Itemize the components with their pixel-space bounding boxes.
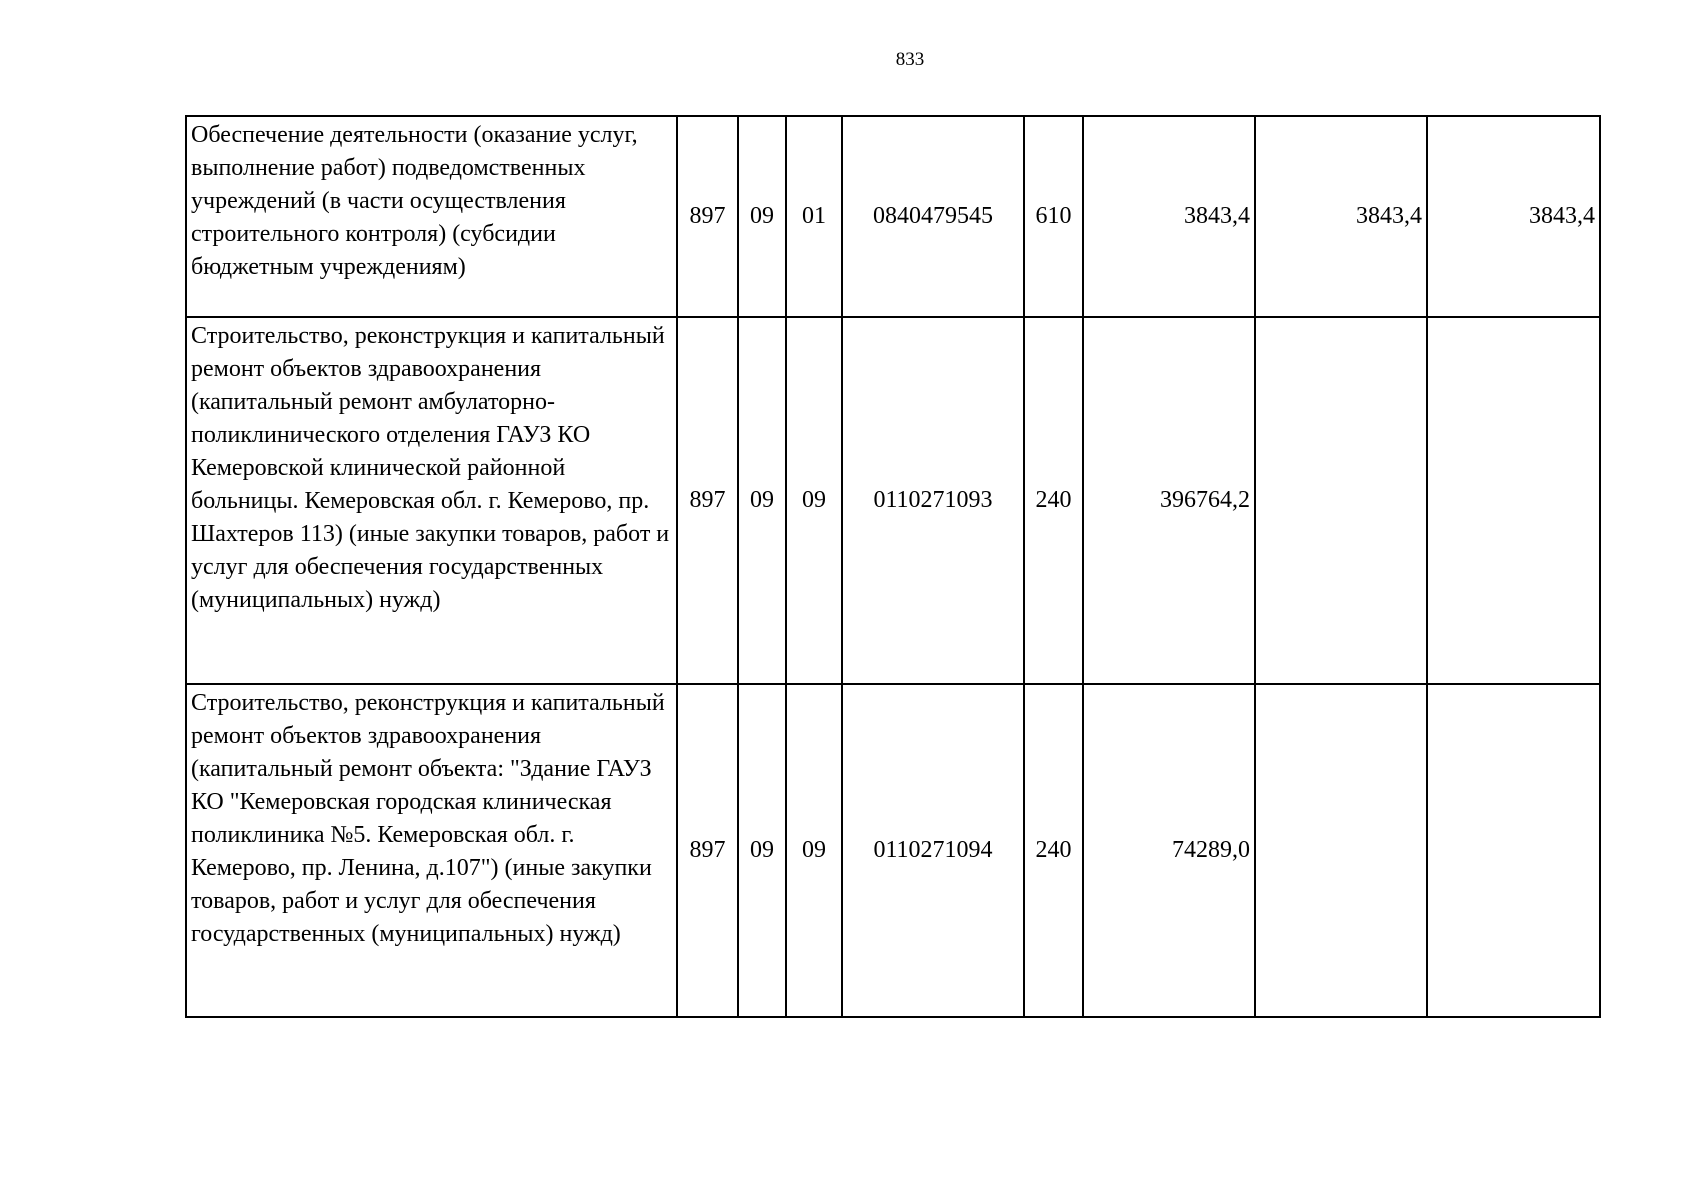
subsection-code: 09: [786, 684, 842, 1017]
amount-cell-1: 74289,0: [1083, 684, 1255, 1017]
section-code: 09: [738, 684, 786, 1017]
amount-cell-3: 3843,4: [1427, 116, 1600, 317]
target-article-code: 0110271093: [842, 317, 1024, 684]
amount-cell-3: [1427, 684, 1600, 1017]
ministry-code: 897: [677, 317, 738, 684]
amount-cell-2: 3843,4: [1255, 116, 1427, 317]
expense-type-code: 240: [1024, 317, 1083, 684]
amount-cell-2: [1255, 684, 1427, 1017]
amount-cell-1: 396764,2: [1083, 317, 1255, 684]
amount-cell-1: 3843,4: [1083, 116, 1255, 317]
section-code: 09: [738, 317, 786, 684]
table-row: [186, 684, 1600, 1017]
budget-table: [185, 115, 1601, 1018]
row-description: Строительство, реконструкция и капитальный ремонт объектов здравоохранения (капитальный ремонт амбулаторно-поликлинического отделения ГАУЗ КО Кемеровской клинической районной больницы. Кемеровская обл. г. Кемерово, пр. Шахтеров 113) (иные закупки товаров, работ и услуг для обеспечения государственных (муниципальных) нужд): [186, 317, 677, 684]
target-article-code: 0110271094: [842, 684, 1024, 1017]
table-row: [186, 317, 1600, 684]
subsection-code: 01: [786, 116, 842, 317]
ministry-code: 897: [677, 116, 738, 317]
expense-type-code: 610: [1024, 116, 1083, 317]
ministry-code: 897: [677, 684, 738, 1017]
target-article-code: 0840479545: [842, 116, 1024, 317]
page-number: 833: [895, 49, 925, 70]
table-row: [186, 116, 1600, 317]
amount-cell-2: [1255, 317, 1427, 684]
section-code: 09: [738, 116, 786, 317]
row-description: Строительство, реконструкция и капитальный ремонт объектов здравоохранения (капитальный ремонт объекта: "Здание ГАУЗ КО "Кемеровская городская клиническая поликлиника №5. Кемеровская обл. г. Кемерово, пр. Ленина, д.107") (иные закупки товаров, работ и услуг для обеспечения государственных (муниципальных) нужд): [186, 684, 677, 1017]
amount-cell-3: [1427, 317, 1600, 684]
expense-type-code: 240: [1024, 684, 1083, 1017]
subsection-code: 09: [786, 317, 842, 684]
row-description: Обеспечение деятельности (оказание услуг, выполнение работ) подведомственных учреждений (в части осуществления строительного контроля) (субсидии бюджетным учреждениям): [186, 116, 677, 317]
